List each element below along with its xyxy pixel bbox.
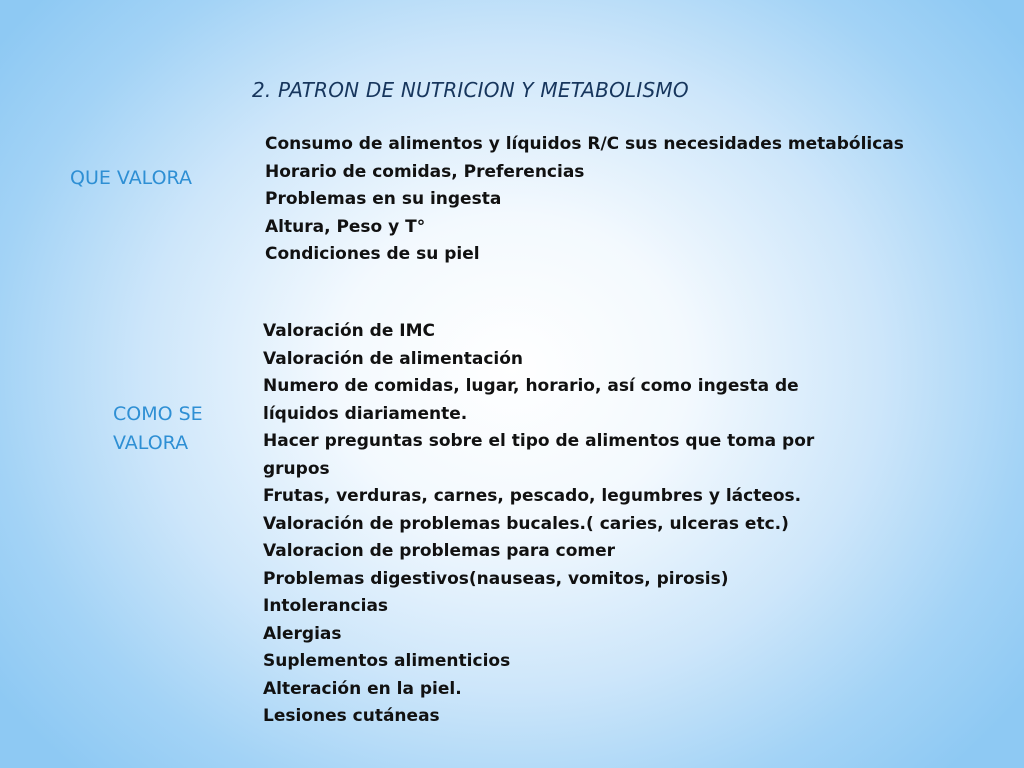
list-item: Valoracion de problemas para comer bbox=[263, 541, 616, 561]
list-item: Suplementos alimenticios bbox=[263, 651, 511, 671]
que-valora-label: QUE VALORA bbox=[70, 167, 192, 189]
list-item: Numero de comidas, lugar, horario, así como ingesta de líquidos diariamente. bbox=[263, 376, 799, 424]
como-se-valora-label: COMO SE VALORA bbox=[113, 403, 203, 454]
list-item: Alteración en la piel. bbox=[263, 678, 462, 699]
que-valora-list bbox=[265, 131, 904, 269]
list-item: Frutas, verduras, carnes, pescado, legumbres y lácteos. bbox=[263, 486, 802, 506]
list-item: Valoración de problemas bucales.( caries, ulceras etc.) bbox=[263, 513, 789, 534]
list-item: Valoración de IMC bbox=[263, 321, 436, 341]
list-item: Condiciones de su piel bbox=[265, 244, 480, 264]
list-item: Hacer preguntas sobre el tipo de alimentos que toma por grupos bbox=[263, 431, 815, 479]
slide-title: 2. PATRON DE NUTRICION Y METABOLISMO bbox=[252, 78, 689, 102]
list-item: Valoración de alimentación bbox=[263, 348, 524, 369]
list-item: Lesiones cutáneas bbox=[263, 706, 440, 726]
list-item: Consumo de alimentos y líquidos R/C sus necesidades metabólicas bbox=[265, 134, 904, 154]
list-item: Altura, Peso y T° bbox=[265, 216, 426, 237]
como-se-valora-list bbox=[263, 318, 873, 731]
list-item: Horario de comidas, Preferencias bbox=[265, 161, 585, 182]
list-item: Intolerancias bbox=[263, 596, 389, 616]
list-item: Problemas en su ingesta bbox=[265, 189, 502, 209]
list-item: Problemas digestivos(nauseas, vomitos, pirosis) bbox=[263, 568, 729, 589]
list-item: Alergias bbox=[263, 623, 342, 644]
